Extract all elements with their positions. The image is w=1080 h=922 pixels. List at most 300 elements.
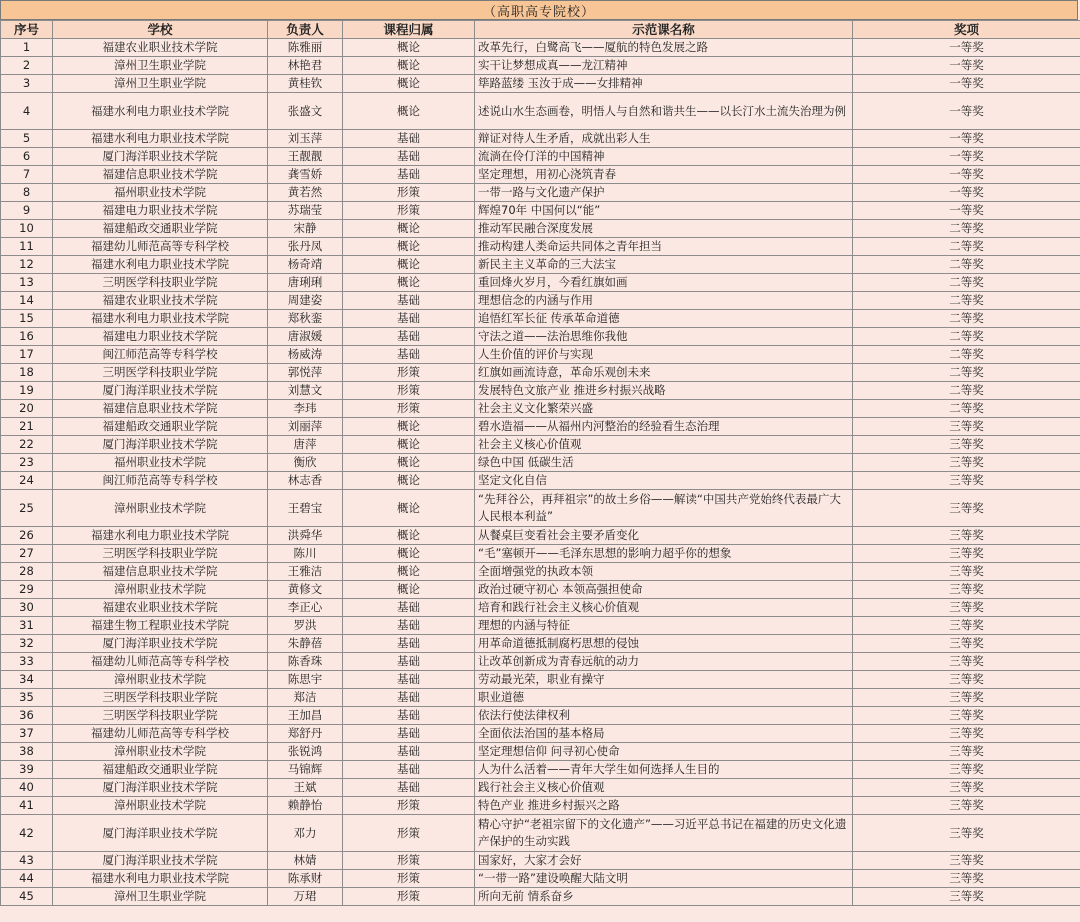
- cell-course: 形策: [343, 870, 475, 888]
- cell-award: 三等奖: [853, 418, 1080, 436]
- cell-school: 厦门海洋职业技术学院: [53, 382, 268, 400]
- cell-lead: 杨威涛: [268, 346, 343, 364]
- cell-index: 21: [1, 418, 53, 436]
- cell-school: 漳州职业技术学院: [53, 490, 268, 527]
- cell-index: 39: [1, 761, 53, 779]
- cell-school: 漳州职业技术学院: [53, 581, 268, 599]
- cell-course: 概论: [343, 472, 475, 490]
- table-row: [1, 328, 1080, 346]
- cell-school: 漳州卫生职业学院: [53, 75, 268, 93]
- cell-course: 概论: [343, 220, 475, 238]
- cell-course: 形策: [343, 184, 475, 202]
- cell-course: 基础: [343, 346, 475, 364]
- cell-lead: 林志香: [268, 472, 343, 490]
- cell-lesson-title: 推动军民融合深度发展: [475, 220, 853, 238]
- cell-award: 三等奖: [853, 779, 1080, 797]
- cell-lesson-title: 培育和践行社会主义核心价值观: [475, 599, 853, 617]
- cell-course: 形策: [343, 364, 475, 382]
- table-row: [1, 472, 1080, 490]
- cell-school: 福建信息职业技术学院: [53, 563, 268, 581]
- cell-course: 基础: [343, 328, 475, 346]
- cell-award: 一等奖: [853, 39, 1080, 57]
- cell-index: 12: [1, 256, 53, 274]
- cell-award: 三等奖: [853, 653, 1080, 671]
- table-row: [1, 274, 1080, 292]
- cell-lesson-title: 特色产业 推进乡村振兴之路: [475, 797, 853, 815]
- table-row: [1, 707, 1080, 725]
- cell-index: 16: [1, 328, 53, 346]
- cell-lesson-title: 推动构建人类命运共同体之青年担当: [475, 238, 853, 256]
- cell-lead: 陈雅丽: [268, 39, 343, 57]
- cell-lesson-title: 绿色中国 低碳生活: [475, 454, 853, 472]
- cell-index: 1: [1, 39, 53, 57]
- table-row: [1, 797, 1080, 815]
- cell-lead: 王靓靓: [268, 148, 343, 166]
- cell-lesson-title: 所向无前 情系奋乡: [475, 888, 853, 906]
- cell-lead: 马锦辉: [268, 761, 343, 779]
- cell-school: 闽江师范高等专科学校: [53, 472, 268, 490]
- cell-award: 三等奖: [853, 743, 1080, 761]
- table-row: [1, 617, 1080, 635]
- cell-course: 形策: [343, 797, 475, 815]
- cell-lead: 罗洪: [268, 617, 343, 635]
- cell-school: 福建水利电力职业技术学院: [53, 93, 268, 130]
- cell-school: 福建水利电力职业技术学院: [53, 527, 268, 545]
- table-row: [1, 130, 1080, 148]
- cell-course: 基础: [343, 166, 475, 184]
- cell-index: 40: [1, 779, 53, 797]
- cell-school: 漳州职业技术学院: [53, 797, 268, 815]
- table-row: [1, 202, 1080, 220]
- table-row: [1, 93, 1080, 130]
- cell-lead: 邓力: [268, 815, 343, 852]
- cell-index: 29: [1, 581, 53, 599]
- cell-index: 22: [1, 436, 53, 454]
- cell-award: 三等奖: [853, 707, 1080, 725]
- cell-course: 概论: [343, 563, 475, 581]
- cell-course: 概论: [343, 490, 475, 527]
- cell-index: 43: [1, 852, 53, 870]
- cell-lesson-title: 国家好，大家才会好: [475, 852, 853, 870]
- cell-lead: 郑秋銮: [268, 310, 343, 328]
- cell-lesson-title: 劳动最光荣，职业有操守: [475, 671, 853, 689]
- cell-lead: 陈思宇: [268, 671, 343, 689]
- cell-school: 福建农业职业技术学院: [53, 599, 268, 617]
- cell-lesson-title: 政治过硬守初心 本领高强担使命: [475, 581, 853, 599]
- cell-award: 一等奖: [853, 75, 1080, 93]
- cell-award: 三等奖: [853, 635, 1080, 653]
- cell-course: 概论: [343, 75, 475, 93]
- table-row: [1, 581, 1080, 599]
- cell-school: 福建水利电力职业技术学院: [53, 130, 268, 148]
- table-row: [1, 527, 1080, 545]
- cell-school: 漳州职业技术学院: [53, 743, 268, 761]
- cell-award: 二等奖: [853, 382, 1080, 400]
- cell-award: 一等奖: [853, 57, 1080, 75]
- cell-index: 25: [1, 490, 53, 527]
- table-row: [1, 148, 1080, 166]
- cell-lesson-title: 追悟红军长征 传承革命道德: [475, 310, 853, 328]
- cell-lead: 陈川: [268, 545, 343, 563]
- cell-lead: 陈香珠: [268, 653, 343, 671]
- cell-school: 福州职业技术学院: [53, 184, 268, 202]
- table-row: [1, 292, 1080, 310]
- cell-course: 基础: [343, 635, 475, 653]
- table-row: [1, 310, 1080, 328]
- cell-lesson-title: 全面依法治国的基本格局: [475, 725, 853, 743]
- cell-index: 37: [1, 725, 53, 743]
- table-row: [1, 39, 1080, 57]
- table-row: [1, 220, 1080, 238]
- cell-index: 42: [1, 815, 53, 852]
- cell-index: 31: [1, 617, 53, 635]
- cell-school: 福建船政交通职业学院: [53, 220, 268, 238]
- cell-award: 二等奖: [853, 310, 1080, 328]
- cell-award: 二等奖: [853, 400, 1080, 418]
- cell-course: 基础: [343, 599, 475, 617]
- section-title: （高职高专院校）: [0, 0, 1078, 20]
- cell-course: 基础: [343, 761, 475, 779]
- cell-index: 35: [1, 689, 53, 707]
- cell-award: 二等奖: [853, 238, 1080, 256]
- cell-lead: 陈承财: [268, 870, 343, 888]
- table-row: [1, 635, 1080, 653]
- table-row: [1, 256, 1080, 274]
- cell-lesson-title: 坚定理想，用初心浇筑青春: [475, 166, 853, 184]
- cell-lead: 郭悦萍: [268, 364, 343, 382]
- cell-index: 27: [1, 545, 53, 563]
- cell-school: 厦门海洋职业技术学院: [53, 779, 268, 797]
- cell-index: 36: [1, 707, 53, 725]
- cell-school: 漳州职业技术学院: [53, 671, 268, 689]
- cell-course: 概论: [343, 581, 475, 599]
- cell-award: 二等奖: [853, 328, 1080, 346]
- table-row: [1, 743, 1080, 761]
- cell-lesson-title: 人为什么活着——青年大学生如何选择人生目的: [475, 761, 853, 779]
- cell-lesson-title: 重回烽火岁月，今看红旗如画: [475, 274, 853, 292]
- cell-course: 基础: [343, 671, 475, 689]
- cell-school: 三明医学科技职业学院: [53, 689, 268, 707]
- cell-award: 三等奖: [853, 581, 1080, 599]
- cell-course: 基础: [343, 130, 475, 148]
- cell-course: 基础: [343, 310, 475, 328]
- cell-lead: 林婧: [268, 852, 343, 870]
- cell-lesson-title: 让改革创新成为青春远航的动力: [475, 653, 853, 671]
- cell-lesson-title: 全面增强党的执政本领: [475, 563, 853, 581]
- cell-index: 34: [1, 671, 53, 689]
- cell-school: 闽江师范高等专科学校: [53, 346, 268, 364]
- cell-lesson-title: 精心守护“老祖宗留下的文化遗产”——习近平总书记在福建的历史文化遗产保护的生动实践: [475, 815, 853, 852]
- cell-award: 三等奖: [853, 797, 1080, 815]
- cell-lesson-title: “先拜谷公，再拜祖宗”的故土乡俗——解读“中国共产党始终代表最广大人民根本利益”: [475, 490, 853, 527]
- cell-lead: 黄桂钦: [268, 75, 343, 93]
- header-lead: 负责人: [268, 21, 343, 39]
- table-row: [1, 382, 1080, 400]
- header-row: [1, 21, 1080, 39]
- cell-school: 三明医学科技职业学院: [53, 707, 268, 725]
- cell-award: 三等奖: [853, 563, 1080, 581]
- cell-index: 6: [1, 148, 53, 166]
- table-row: [1, 725, 1080, 743]
- cell-award: 二等奖: [853, 220, 1080, 238]
- cell-lead: 王加昌: [268, 707, 343, 725]
- cell-course: 概论: [343, 256, 475, 274]
- table-body: [1, 39, 1080, 906]
- cell-school: 福建信息职业技术学院: [53, 400, 268, 418]
- cell-lead: 杨奇靖: [268, 256, 343, 274]
- cell-award: 三等奖: [853, 454, 1080, 472]
- cell-course: 基础: [343, 779, 475, 797]
- cell-school: 漳州卫生职业学院: [53, 888, 268, 906]
- cell-course: 形策: [343, 815, 475, 852]
- cell-lead: 刘丽萍: [268, 418, 343, 436]
- cell-lead: 刘慧文: [268, 382, 343, 400]
- cell-course: 概论: [343, 545, 475, 563]
- cell-index: 28: [1, 563, 53, 581]
- cell-award: 三等奖: [853, 545, 1080, 563]
- cell-lead: 郑洁: [268, 689, 343, 707]
- cell-school: 厦门海洋职业技术学院: [53, 852, 268, 870]
- cell-index: 4: [1, 93, 53, 130]
- cell-course: 基础: [343, 743, 475, 761]
- table-row: [1, 689, 1080, 707]
- cell-lead: 郑舒丹: [268, 725, 343, 743]
- cell-lead: 王碧宝: [268, 490, 343, 527]
- cell-lesson-title: 述说山水生态画卷，明悟人与自然和谐共生——以长汀水土流失治理为例: [475, 93, 853, 130]
- cell-school: 福建幼儿师范高等专科学校: [53, 653, 268, 671]
- cell-award: 二等奖: [853, 256, 1080, 274]
- cell-lead: 王斌: [268, 779, 343, 797]
- cell-lesson-title: 碧水造福——从福州内河整治的经验看生态治理: [475, 418, 853, 436]
- cell-school: 福建幼儿师范高等专科学校: [53, 238, 268, 256]
- table-row: [1, 779, 1080, 797]
- cell-school: 福建电力职业技术学院: [53, 328, 268, 346]
- cell-lesson-title: “一带一路”建设唤醒大陆文明: [475, 870, 853, 888]
- table-row: [1, 671, 1080, 689]
- cell-index: 18: [1, 364, 53, 382]
- table-row: [1, 436, 1080, 454]
- table-row: [1, 490, 1080, 527]
- cell-index: 7: [1, 166, 53, 184]
- cell-school: 厦门海洋职业技术学院: [53, 436, 268, 454]
- cell-lesson-title: 改革先行，白鹭高飞——厦航的特色发展之路: [475, 39, 853, 57]
- cell-lesson-title: 从餐桌巨变看社会主要矛盾变化: [475, 527, 853, 545]
- cell-lead: 洪舜华: [268, 527, 343, 545]
- cell-lead: 张锐鸿: [268, 743, 343, 761]
- cell-course: 概论: [343, 57, 475, 75]
- cell-school: 福州职业技术学院: [53, 454, 268, 472]
- cell-school: 福建水利电力职业技术学院: [53, 870, 268, 888]
- table-header: [1, 21, 1080, 39]
- cell-course: 概论: [343, 93, 475, 130]
- cell-school: 厦门海洋职业技术学院: [53, 635, 268, 653]
- table-row: [1, 418, 1080, 436]
- table-row: [1, 238, 1080, 256]
- cell-school: 福建船政交通职业学院: [53, 418, 268, 436]
- header-lesson-title: 示范课名称: [475, 21, 853, 39]
- cell-award: 二等奖: [853, 364, 1080, 382]
- cell-lead: 张丹凤: [268, 238, 343, 256]
- table-row: [1, 346, 1080, 364]
- cell-course: 概论: [343, 527, 475, 545]
- cell-lead: 王雅洁: [268, 563, 343, 581]
- cell-lead: 朱静蓓: [268, 635, 343, 653]
- cell-index: 19: [1, 382, 53, 400]
- cell-index: 2: [1, 57, 53, 75]
- cell-lead: 刘玉萍: [268, 130, 343, 148]
- cell-course: 形策: [343, 400, 475, 418]
- cell-lesson-title: 坚定文化自信: [475, 472, 853, 490]
- cell-lead: 赖静怡: [268, 797, 343, 815]
- table-row: [1, 166, 1080, 184]
- table-row: [1, 653, 1080, 671]
- cell-award: 三等奖: [853, 617, 1080, 635]
- cell-index: 41: [1, 797, 53, 815]
- cell-award: 二等奖: [853, 292, 1080, 310]
- cell-lead: 周建姿: [268, 292, 343, 310]
- cell-school: 福建农业职业技术学院: [53, 39, 268, 57]
- cell-award: 一等奖: [853, 148, 1080, 166]
- cell-course: 形策: [343, 202, 475, 220]
- cell-lesson-title: 辉煌70年 中国何以“能”: [475, 202, 853, 220]
- cell-award: 一等奖: [853, 184, 1080, 202]
- header-index: 序号: [1, 21, 53, 39]
- cell-lesson-title: 守法之道——法治思维你我他: [475, 328, 853, 346]
- cell-lesson-title: 发展特色文旅产业 推进乡村振兴战略: [475, 382, 853, 400]
- cell-course: 基础: [343, 617, 475, 635]
- cell-lesson-title: 一带一路与文化遗产保护: [475, 184, 853, 202]
- cell-lesson-title: 践行社会主义核心价值观: [475, 779, 853, 797]
- cell-lead: 唐淑媛: [268, 328, 343, 346]
- cell-index: 10: [1, 220, 53, 238]
- cell-lesson-title: 筚路蓝缕 玉汝于成——女排精神: [475, 75, 853, 93]
- cell-award: 三等奖: [853, 870, 1080, 888]
- table-row: [1, 599, 1080, 617]
- cell-lead: 李正心: [268, 599, 343, 617]
- cell-award: 一等奖: [853, 93, 1080, 130]
- cell-lesson-title: 辩证对待人生矛盾，成就出彩人生: [475, 130, 853, 148]
- header-award: 奖项: [853, 21, 1080, 39]
- cell-award: 三等奖: [853, 436, 1080, 454]
- cell-award: 三等奖: [853, 599, 1080, 617]
- cell-award: 一等奖: [853, 130, 1080, 148]
- cell-course: 基础: [343, 707, 475, 725]
- cell-index: 15: [1, 310, 53, 328]
- header-school: 学校: [53, 21, 268, 39]
- cell-index: 24: [1, 472, 53, 490]
- cell-course: 概论: [343, 436, 475, 454]
- cell-index: 8: [1, 184, 53, 202]
- cell-index: 5: [1, 130, 53, 148]
- cell-index: 3: [1, 75, 53, 93]
- cell-course: 基础: [343, 689, 475, 707]
- cell-lesson-title: 流淌在伶仃洋的中国精神: [475, 148, 853, 166]
- cell-award: 三等奖: [853, 761, 1080, 779]
- award-table: [0, 20, 1080, 906]
- cell-school: 福建水利电力职业技术学院: [53, 310, 268, 328]
- cell-lead: 林艳君: [268, 57, 343, 75]
- header-course: 课程归属: [343, 21, 475, 39]
- table-row: [1, 364, 1080, 382]
- cell-school: 漳州卫生职业学院: [53, 57, 268, 75]
- table-row: [1, 184, 1080, 202]
- cell-course: 形策: [343, 888, 475, 906]
- cell-school: 福建船政交通职业学院: [53, 761, 268, 779]
- cell-lesson-title: 社会主义核心价值观: [475, 436, 853, 454]
- cell-award: 三等奖: [853, 852, 1080, 870]
- table-row: [1, 400, 1080, 418]
- cell-school: 福建幼儿师范高等专科学校: [53, 725, 268, 743]
- cell-lead: 宋静: [268, 220, 343, 238]
- cell-award: 三等奖: [853, 689, 1080, 707]
- cell-award: 二等奖: [853, 274, 1080, 292]
- cell-course: 基础: [343, 653, 475, 671]
- cell-lesson-title: 人生价值的评价与实现: [475, 346, 853, 364]
- cell-index: 9: [1, 202, 53, 220]
- cell-lead: 唐萍: [268, 436, 343, 454]
- cell-school: 三明医学科技职业学院: [53, 274, 268, 292]
- cell-index: 45: [1, 888, 53, 906]
- cell-course: 基础: [343, 148, 475, 166]
- cell-index: 17: [1, 346, 53, 364]
- table-row: [1, 454, 1080, 472]
- cell-index: 14: [1, 292, 53, 310]
- table-row: [1, 888, 1080, 906]
- cell-course: 概论: [343, 238, 475, 256]
- table-row: [1, 852, 1080, 870]
- cell-award: 三等奖: [853, 815, 1080, 852]
- cell-award: 三等奖: [853, 490, 1080, 527]
- table-row: [1, 75, 1080, 93]
- cell-lead: 龚雪娇: [268, 166, 343, 184]
- cell-school: 福建农业职业技术学院: [53, 292, 268, 310]
- cell-award: 三等奖: [853, 888, 1080, 906]
- cell-course: 形策: [343, 382, 475, 400]
- cell-lesson-title: 社会主义文化繁荣兴盛: [475, 400, 853, 418]
- cell-lesson-title: 职业道德: [475, 689, 853, 707]
- cell-index: 30: [1, 599, 53, 617]
- cell-index: 20: [1, 400, 53, 418]
- cell-lesson-title: 用革命道德抵制腐朽思想的侵蚀: [475, 635, 853, 653]
- cell-lead: 唐琍琍: [268, 274, 343, 292]
- table-row: [1, 761, 1080, 779]
- cell-lesson-title: 理想信念的内涵与作用: [475, 292, 853, 310]
- cell-award: 三等奖: [853, 725, 1080, 743]
- cell-lead: 张盛文: [268, 93, 343, 130]
- cell-award: 三等奖: [853, 527, 1080, 545]
- cell-lesson-title: 坚定理想信仰 问寻初心使命: [475, 743, 853, 761]
- table-row: [1, 545, 1080, 563]
- cell-school: 三明医学科技职业学院: [53, 545, 268, 563]
- cell-course: 概论: [343, 274, 475, 292]
- cell-index: 11: [1, 238, 53, 256]
- cell-course: 基础: [343, 292, 475, 310]
- cell-index: 33: [1, 653, 53, 671]
- cell-course: 概论: [343, 39, 475, 57]
- table-row: [1, 815, 1080, 852]
- cell-index: 23: [1, 454, 53, 472]
- table-row: [1, 870, 1080, 888]
- cell-school: 福建信息职业技术学院: [53, 166, 268, 184]
- table-row: [1, 57, 1080, 75]
- cell-lead: 万珺: [268, 888, 343, 906]
- cell-lesson-title: 理想的内涵与特征: [475, 617, 853, 635]
- cell-school: 厦门海洋职业技术学院: [53, 815, 268, 852]
- cell-award: 二等奖: [853, 346, 1080, 364]
- cell-index: 38: [1, 743, 53, 761]
- cell-school: 福建电力职业技术学院: [53, 202, 268, 220]
- cell-lesson-title: 新民主主义革命的三大法宝: [475, 256, 853, 274]
